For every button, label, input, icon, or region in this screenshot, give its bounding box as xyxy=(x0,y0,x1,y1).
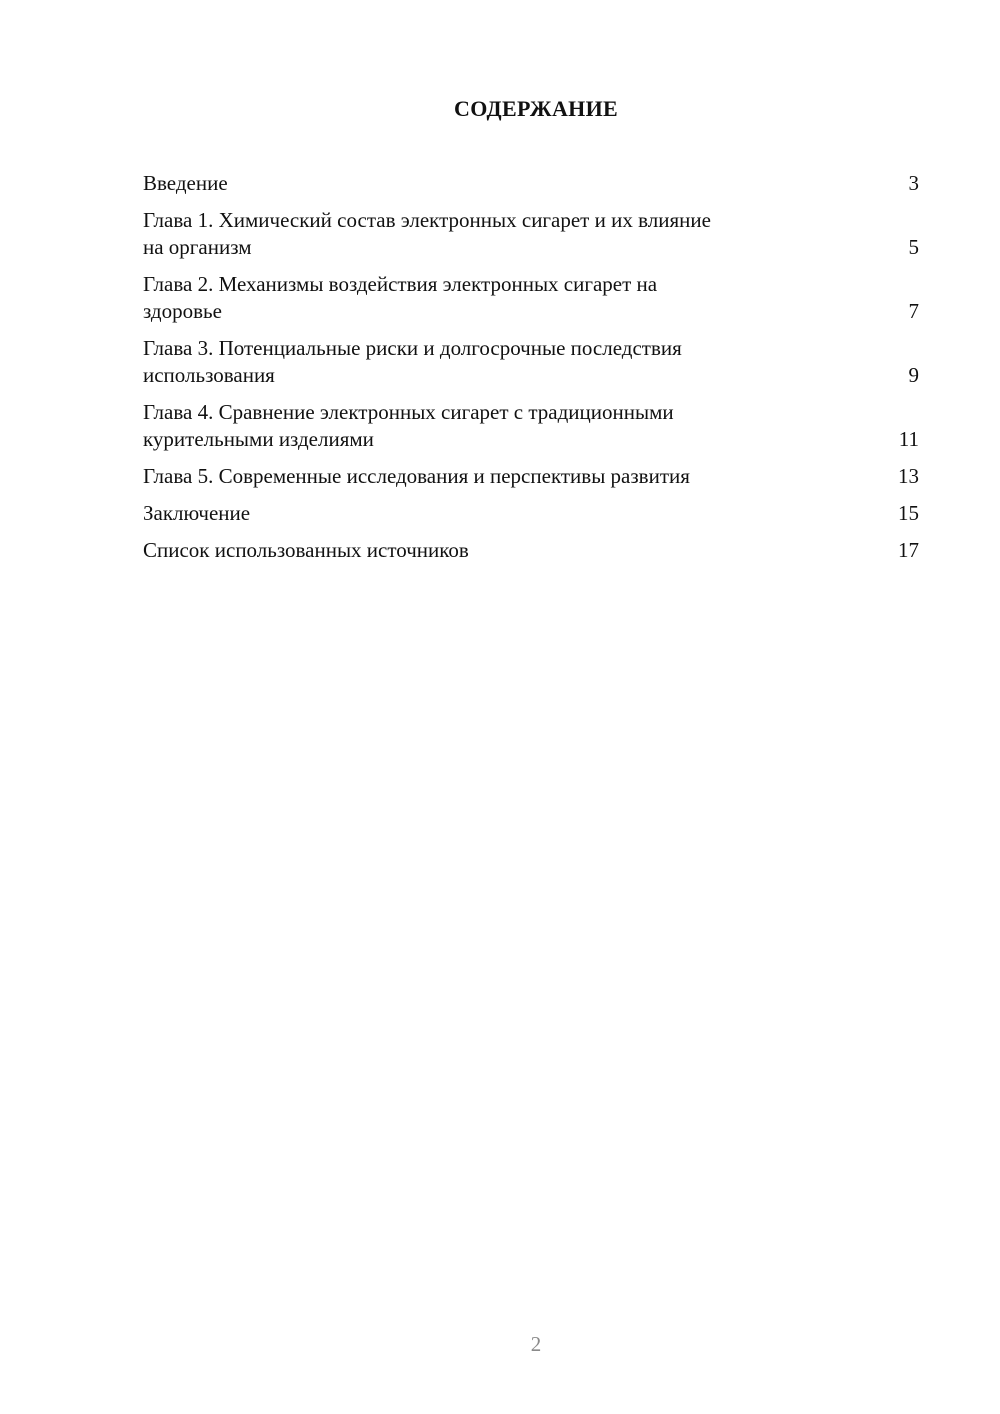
toc-entry-line: Глава 3. Потенциальные риски и долгосрочные последствия xyxy=(143,336,682,360)
toc-entry-text xyxy=(143,399,674,453)
toc-entry-line: Глава 2. Механизмы воздействия электронных сигарет на xyxy=(143,272,658,296)
toc-entry-line: Глава 5. Современные исследования и перспективы развития xyxy=(143,464,690,488)
toc-entry-page-number: 5 xyxy=(908,235,919,259)
toc-entry-chapter-2 xyxy=(143,271,919,325)
toc-entry-conclusion xyxy=(143,500,919,527)
page-number: 2 xyxy=(530,1332,542,1356)
toc-entry-text xyxy=(143,537,469,564)
toc-entry-page-number: 15 xyxy=(898,501,919,525)
toc-entry-chapter-1 xyxy=(143,207,919,261)
toc-entry-text xyxy=(143,335,682,389)
toc-entry-line: Список использованных источников xyxy=(143,538,469,562)
toc-entry-line: курительными изделиями xyxy=(143,427,374,451)
toc-entry-introduction xyxy=(143,170,919,197)
toc-title: СОДЕРЖАНИЕ xyxy=(454,96,618,121)
toc-entry-text xyxy=(143,463,690,490)
toc-entry-line: на организм xyxy=(143,235,252,259)
toc-entry-line: Глава 4. Сравнение электронных сигарет с традиционными xyxy=(143,400,674,424)
toc-entry-page-number: 11 xyxy=(898,427,919,451)
toc-entry-text xyxy=(143,207,711,261)
toc-entry-line: Введение xyxy=(143,171,228,195)
toc-entry-text xyxy=(143,500,250,527)
toc-entry-line: использования xyxy=(143,363,275,387)
toc-entry-page-number: 9 xyxy=(908,363,919,387)
toc-entry-line: Глава 1. Химический состав электронных сигарет и их влияние xyxy=(143,208,711,232)
toc-entry-chapter-4 xyxy=(143,399,919,453)
toc-entry-references xyxy=(143,537,919,564)
table-of-contents xyxy=(143,170,919,574)
toc-entry-page-number: 3 xyxy=(908,171,919,195)
toc-entry-chapter-5 xyxy=(143,463,919,490)
toc-entry-chapter-3 xyxy=(143,335,919,389)
toc-entry-text xyxy=(143,170,228,197)
toc-entry-line: Заключение xyxy=(143,501,251,525)
toc-entry-line: здоровье xyxy=(143,299,222,323)
toc-entry-page-number: 13 xyxy=(898,464,919,488)
toc-entry-page-number: 7 xyxy=(908,299,919,323)
toc-entry-page-number: 17 xyxy=(898,538,919,562)
toc-entry-text xyxy=(143,271,657,325)
